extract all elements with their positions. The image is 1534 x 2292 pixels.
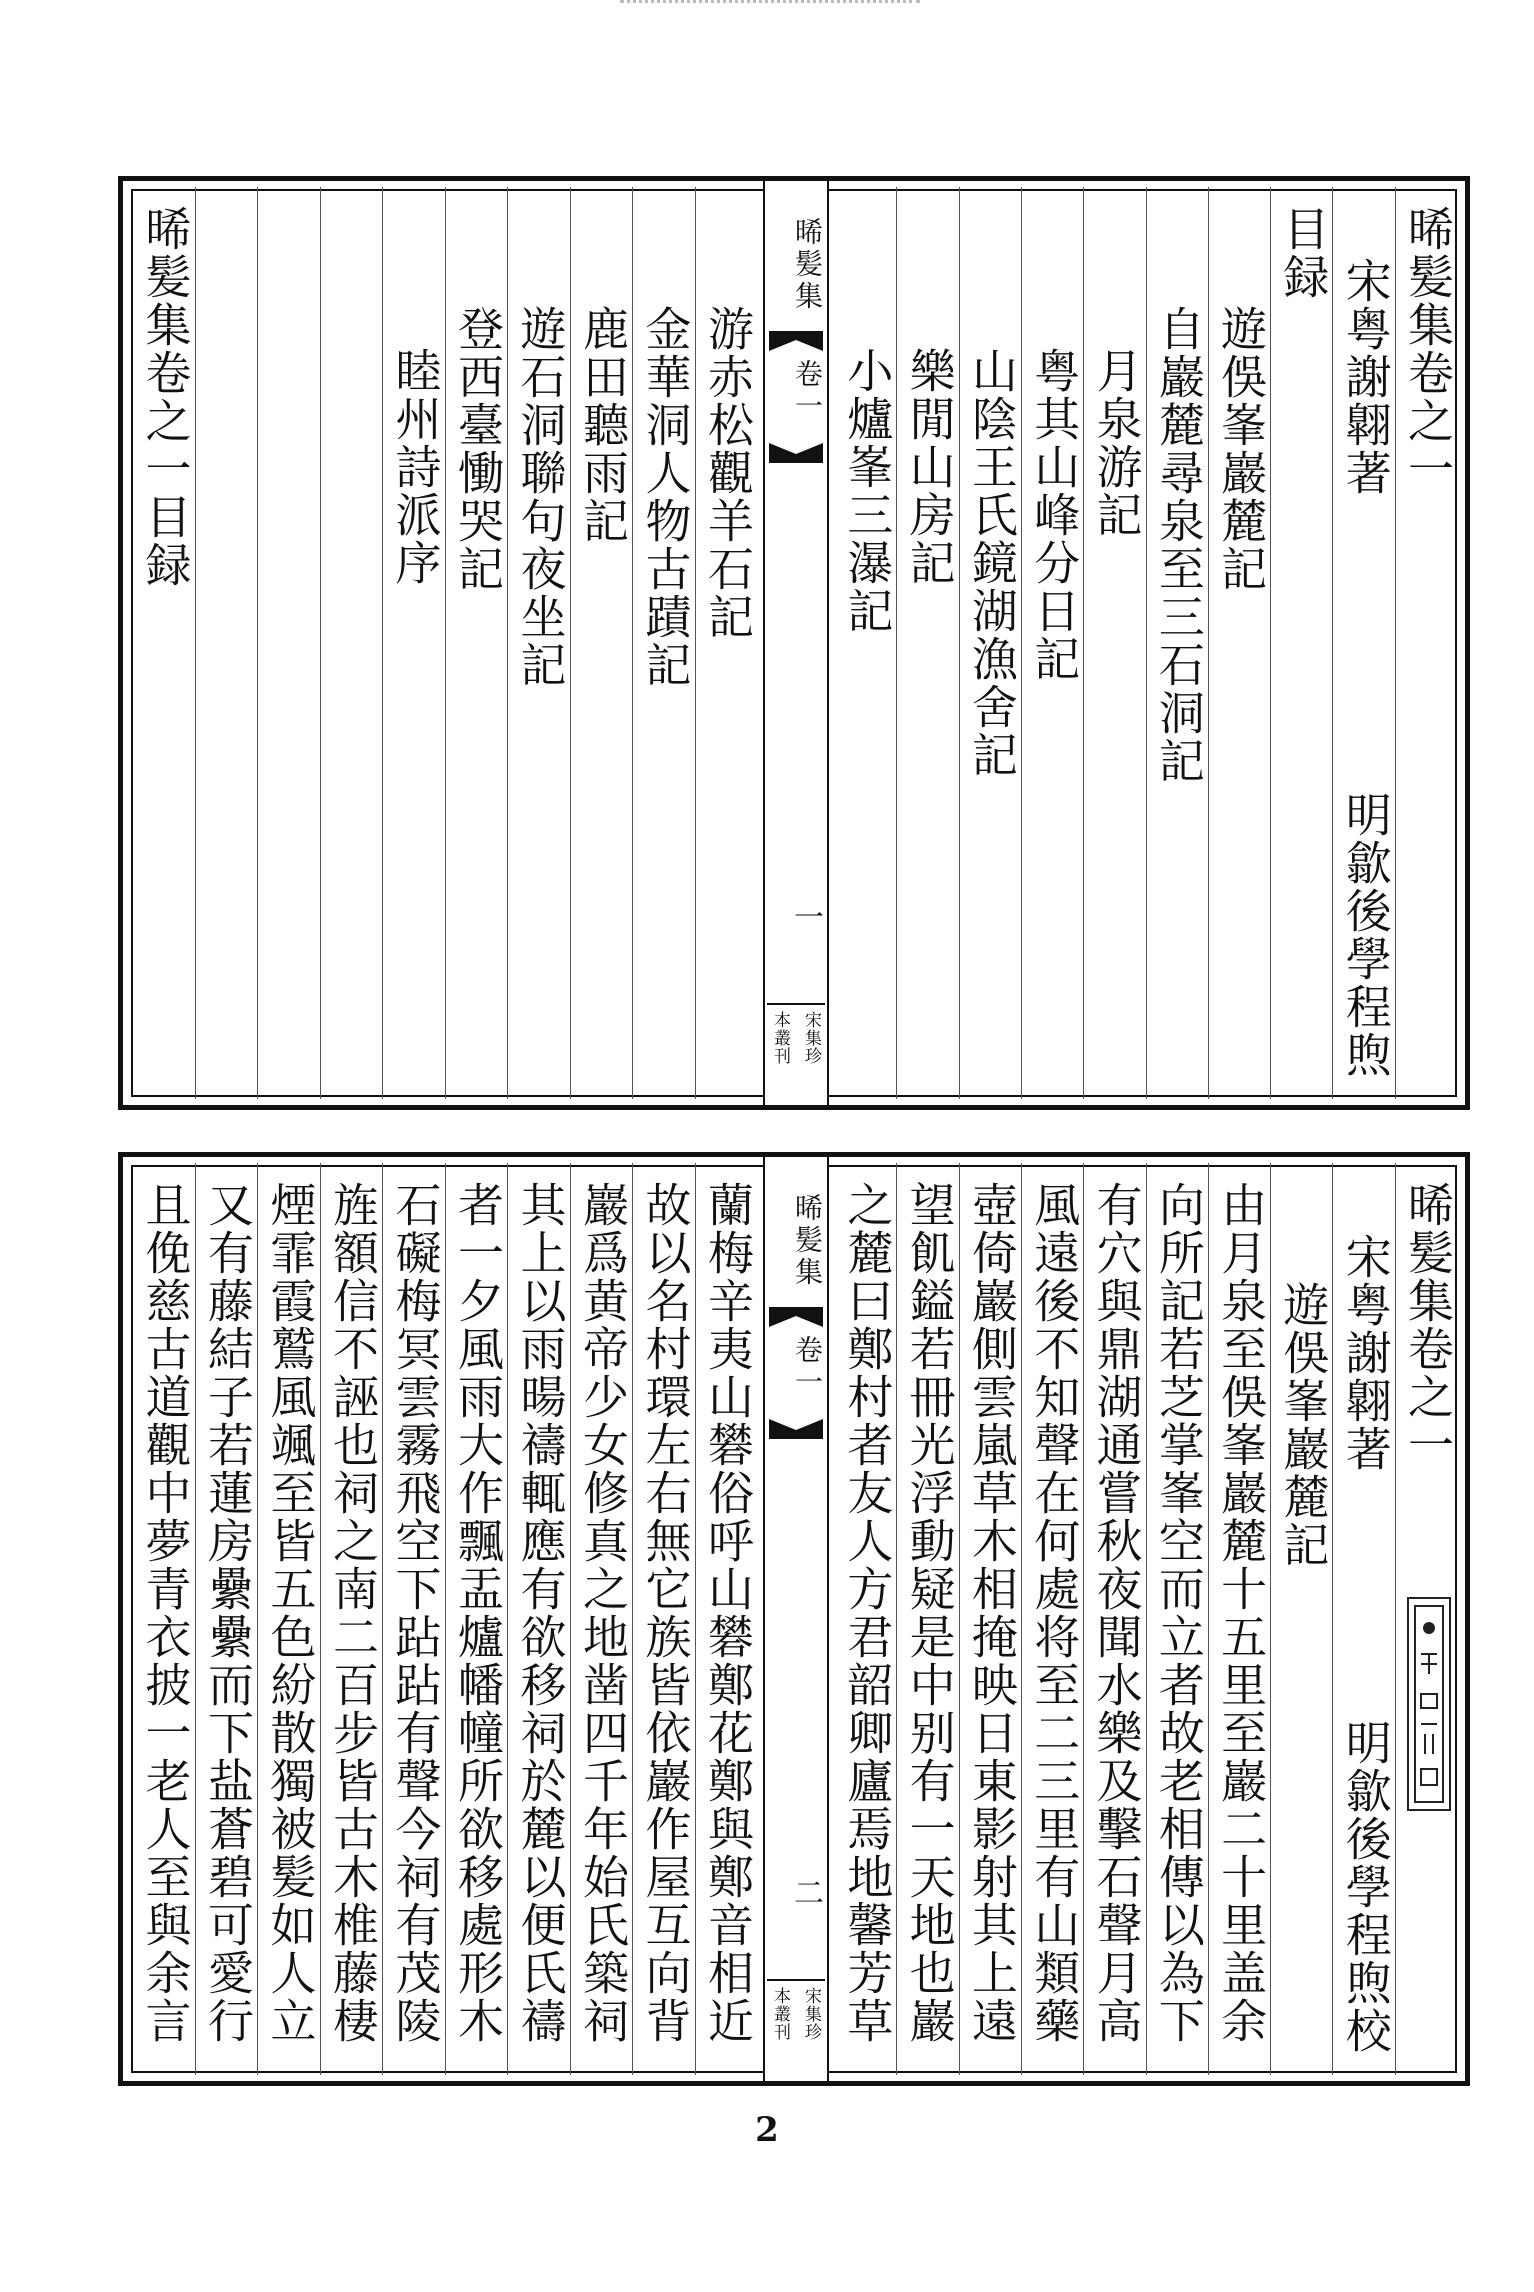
text-column: 壺倚巖側雲嵐草木相掩映日東影射其上遠 (959, 1163, 1021, 2075)
text-column: 鹿田聽雨記 (570, 187, 633, 1099)
top-left-page (123, 181, 763, 1105)
top-right-page (825, 181, 1465, 1105)
gutter-juan-label: 卷一 (791, 359, 824, 423)
gutter-series-label (767, 1979, 825, 2075)
series-label-right: 宋集珍 (801, 1011, 821, 1065)
text-column (195, 187, 258, 1099)
text-column: 月泉游記 (1083, 187, 1145, 1099)
text-column: 石礙梅冥雲霧飛空下跕跕有聲今祠有茂陵 (382, 1163, 445, 2075)
text-column: 望飢鎰若冊光浮動疑是中别有一天地也巖 (896, 1163, 958, 2075)
gutter-folio-number: 二 (788, 1877, 823, 1907)
gutter-book-title: 晞髪集 (791, 1193, 824, 1289)
series-label-right: 宋集珍 (801, 1987, 821, 2041)
text-column: 向所記若芝掌峯空而立者故老相傳以為下 (1146, 1163, 1208, 2075)
gutter-folio-number: 一 (788, 901, 823, 931)
text-column: 金華洞人物古蹟記 (632, 187, 695, 1099)
fish-tail-ornament-upper (769, 331, 823, 351)
text-column: 登西臺慟哭記 (445, 187, 508, 1099)
bottom-left-page (123, 1157, 763, 2081)
text-column (1332, 187, 1394, 1099)
author-line: 宋粤謝翺著 (1338, 257, 1393, 497)
text-column (320, 187, 383, 1099)
top-spread (118, 176, 1470, 1110)
text-column: 小爐峯三瀑記 (840, 347, 895, 635)
editor-line: 明歙後學程煦校 (1338, 1719, 1393, 2055)
text-column: 遊俁峯巖麓記 (1208, 187, 1270, 1099)
page-number: 2 (755, 2110, 779, 2150)
series-label-left: 本叢刊 (770, 1011, 790, 1065)
text-column: 又有藤結子若蓮房纍纍而下盐蒼碧可愛行 (195, 1163, 258, 2075)
text-column: 目録 (1270, 187, 1332, 1099)
top-edge-ghost-text (620, 0, 920, 17)
bottom-right-page (825, 1157, 1465, 2081)
editor-line: 明歙後學程煦 (1338, 791, 1393, 1079)
text-column: 睦州詩派序 (382, 187, 445, 1099)
text-column: 者一夕風雨大作飄盂爐幡幢所欲移處形木 (445, 1163, 508, 2075)
text-column: 蘭梅辛夷山礬俗呼山礬鄭花鄭與鄭音相近 (695, 1163, 758, 2075)
text-column: 巖爲黄帝少女修真之地凿四千年始氏築祠 (570, 1163, 633, 2075)
text-column: 樂閒山房記 (896, 187, 958, 1099)
seal-stamp (1407, 1597, 1451, 1811)
text-column: 風遠後不知聲在何處将至二三里有山類藥 (1021, 1163, 1083, 2075)
text-column: 晞髪集卷之一目録 (138, 205, 193, 589)
text-column: 遊俁峯巖麓記 (1270, 1163, 1332, 2075)
gutter-book-title: 晞髪集 (791, 217, 824, 313)
text-column: 粤其山峰分日記 (1021, 187, 1083, 1099)
bottom-gutter (763, 1157, 829, 2081)
text-column: 且俛慈古道觀中夢青衣披一老人至與余言 (138, 1181, 193, 2045)
bottom-spread (118, 1152, 1470, 2086)
text-column: 由月泉至俁峯巖麓十五里至巖二十里盖余 (1208, 1163, 1270, 2075)
text-column: 故以名村環左右無它族皆依巖作屋互向背 (632, 1163, 695, 2075)
text-column: 煙霏霞鷲風颯至皆五色紛散獨被髪如人立 (257, 1163, 320, 2075)
gutter-juan-label: 卷一 (791, 1335, 824, 1399)
text-column: 其上以雨暘禱輒應有欲移祠於麓以便氏禱 (507, 1163, 570, 2075)
text-column: 之麓曰鄭村者友人方君韶卿廬焉地馨芳草 (840, 1181, 895, 2045)
text-column (257, 187, 320, 1099)
fish-tail-ornament-upper (769, 1307, 823, 1327)
seal-stamp-graphic (1413, 1604, 1445, 1804)
author-line: 宋粤謝翺著 (1338, 1233, 1393, 1473)
bottom-right-columns (835, 1163, 1457, 2075)
text-column: 晞髪集卷之一 (1395, 1163, 1457, 2075)
gutter-series-label (767, 1003, 825, 1099)
text-column (1332, 1163, 1394, 2075)
text-column: 山陰王氏鏡湖漁舍記 (959, 187, 1021, 1099)
fish-tail-ornament-lower (769, 443, 823, 463)
text-column: 遊石洞聯句夜坐記 (507, 187, 570, 1099)
text-column: 游赤松觀羊石記 (695, 187, 758, 1099)
top-right-columns (835, 187, 1457, 1099)
bottom-left-columns (133, 1163, 757, 2075)
top-gutter (763, 181, 829, 1105)
text-column: 有穴與鼎湖通嘗秋夜聞水樂及擊石聲月高 (1083, 1163, 1145, 2075)
fish-tail-ornament-lower (769, 1419, 823, 1439)
text-column: 晞髪集卷之一 (1395, 187, 1457, 1099)
text-column: 自巖麓尋泉至三石洞記 (1146, 187, 1208, 1099)
text-column: 旌額信不誣也祠之南二百步皆古木椎藤棲 (320, 1163, 383, 2075)
top-left-columns (133, 187, 757, 1099)
series-label-left: 本叢刊 (770, 1987, 790, 2041)
